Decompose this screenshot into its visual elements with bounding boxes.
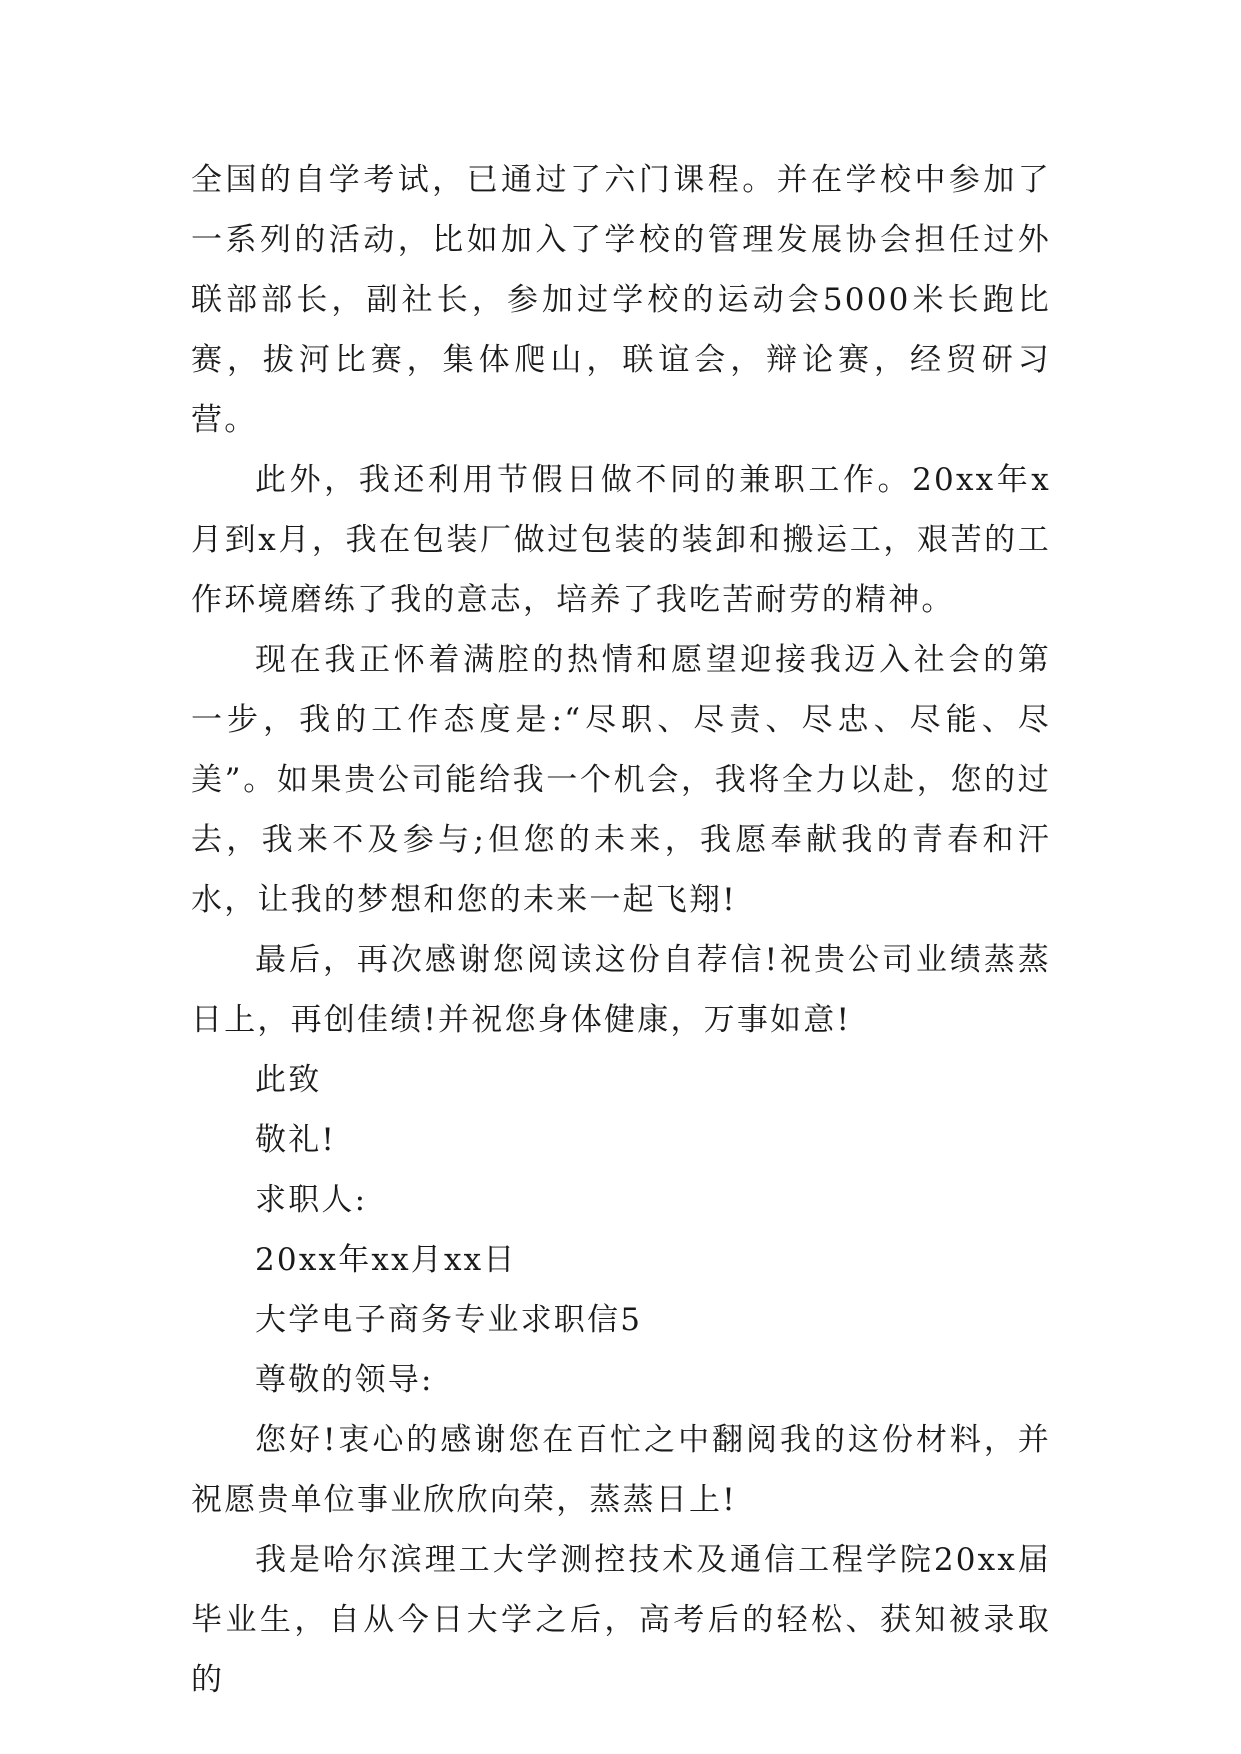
greeting-text: 尊敬的领导: bbox=[255, 1362, 434, 1398]
paragraph-work-attitude: 现在我正怀着满腔的热情和愿望迎接我迈入社会的第一步，我的工作态度是:“尽职、尽责、尽忠、尽能、尽美”。如果贵公司能给我一个机会，我将全力以赴，您的过去，我来不及参与;但您的未来，我愿奉献我的青春和汗水，让我的梦想和您的未来一起飞翔! bbox=[191, 642, 1051, 918]
letter-body bbox=[191, 150, 1051, 1710]
paragraph-greeting-thanks: 您好!衷心的感谢您在百忙之中翻阅我的这份材料，并祝愿贵单位事业欣欣向荣，蒸蒸日上! bbox=[191, 1422, 1051, 1518]
salute-text: 敬礼! bbox=[255, 1122, 337, 1158]
paragraph-introduction: 我是哈尔滨理工大学测控技术及通信工程学院20xx届毕业生，自从今日大学之后，高考后的轻松、获知被录取的 bbox=[191, 1542, 1051, 1698]
paragraph-activities: 全国的自学考试，已通过了六门课程。并在学校中参加了一系列的活动，比如加入了学校的管理发展协会担任过外联部部长，副社长，参加过学校的运动会5000米长跑比赛，拔河比赛，集体爬山，联谊会，辩论赛，经贸研习营。 bbox=[191, 162, 1051, 438]
applicant-label: 求职人: bbox=[255, 1182, 368, 1218]
letter-date: 20xx年xx月xx日 bbox=[255, 1242, 517, 1278]
closing-text: 此致 bbox=[255, 1062, 322, 1098]
next-letter-title: 大学电子商务专业求职信5 bbox=[255, 1302, 643, 1338]
paragraph-thanks: 最后，再次感谢您阅读这份自荐信!祝贵公司业绩蒸蒸日上，再创佳绩!并祝您身体健康，万事如意! bbox=[191, 942, 1051, 1038]
paragraph-part-time-work: 此外，我还利用节假日做不同的兼职工作。20xx年x月到x月，我在包装厂做过包装的装卸和搬运工，艰苦的工作环境磨练了我的意志，培养了我吃苦耐劳的精神。 bbox=[191, 462, 1051, 618]
